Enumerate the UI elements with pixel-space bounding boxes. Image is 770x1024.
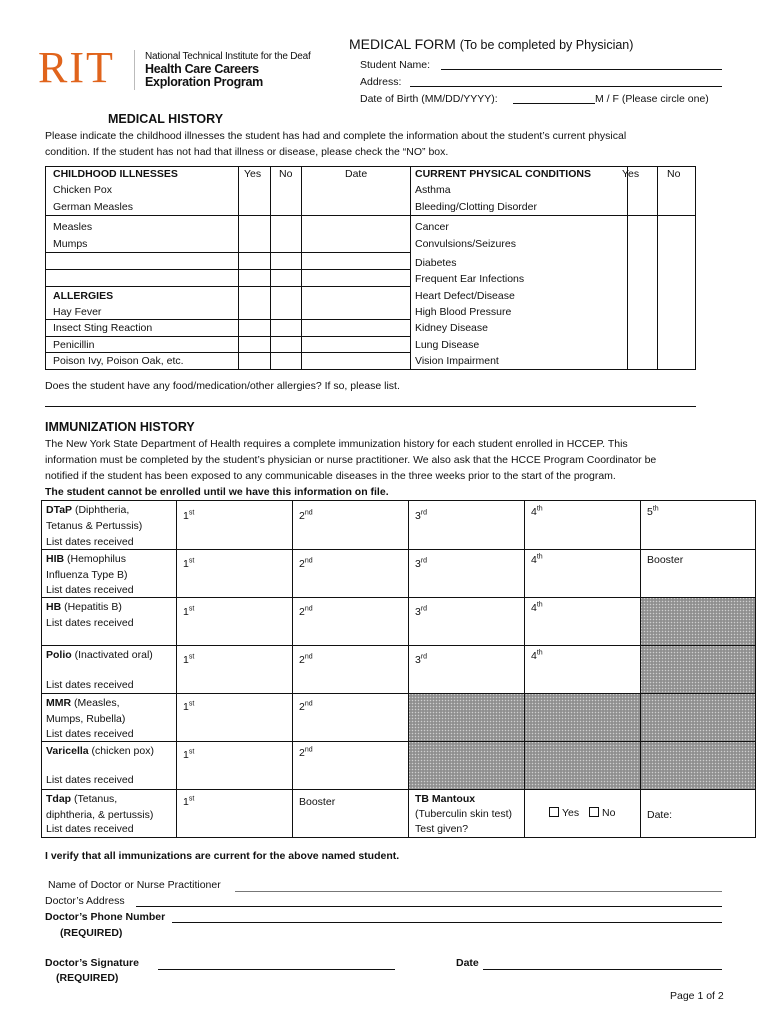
condition-row: Kidney Disease <box>415 322 488 334</box>
immunization-p2: information must be completed by the student’s physician or nurse practitioner. We also ask that the HCCE Program Coordinator be <box>45 454 657 466</box>
vaccine-hib-abbr: HIB <box>46 553 65 565</box>
form-title-sub: (To be completed by Physician) <box>459 38 634 52</box>
condition-row: Convulsions/Seizures <box>415 238 516 250</box>
logo-divider <box>134 50 135 90</box>
row-divider <box>45 215 695 216</box>
dose-booster: Booster <box>647 554 684 566</box>
condition-row: Bleeding/Clotting Disorder <box>415 201 537 213</box>
immunization-p1: The New York State Department of Health requires a complete immunization history for each student enrolled in HCCEP. This <box>45 438 628 450</box>
dob-field[interactable] <box>513 103 595 104</box>
date-label: Date <box>456 957 479 969</box>
col-divider <box>270 166 271 370</box>
vaccine-dtap-desc: (Diphtheria, <box>72 504 130 516</box>
dose-booster: Booster <box>299 796 336 808</box>
col-header-no: No <box>279 168 293 180</box>
row-divider <box>45 286 410 287</box>
dose-4th: 4th <box>531 649 543 662</box>
dose-1st: 1st <box>183 509 195 522</box>
doctor-address-label: Doctor’s Address <box>45 895 125 907</box>
signature-required: (REQUIRED) <box>56 972 119 984</box>
dose-2nd: 2nd <box>299 653 313 666</box>
vaccine-polio <box>46 647 153 663</box>
condition-row: Diabetes <box>415 257 457 269</box>
dose-5th: 5th <box>647 505 659 518</box>
address-field[interactable] <box>410 86 722 87</box>
student-name-label: Student Name: <box>360 59 431 71</box>
dose-3rd: 3rd <box>415 509 428 522</box>
vaccine-tdap-abbr: Tdap <box>46 793 72 805</box>
doctor-name-label: Name of Doctor or Nurse Practitioner <box>48 879 221 891</box>
dose-1st: 1st <box>183 653 195 666</box>
vaccine-varicella-abbr: Varicella <box>46 745 89 757</box>
col-divider <box>410 166 411 370</box>
col-divider <box>408 500 409 838</box>
vaccine-varicella <box>46 743 154 759</box>
vaccine-hib <box>46 551 126 567</box>
doctor-phone-label: Doctor’s Phone Number <box>45 911 166 923</box>
col-header-conditions: CURRENT PHYSICAL CONDITIONS <box>415 168 591 180</box>
condition-row: High Blood Pressure <box>415 306 512 318</box>
vaccine-dtap-abbr: DTaP <box>46 504 73 516</box>
col-header-yes: Yes <box>244 168 262 180</box>
immunization-title: IMMUNIZATION HISTORY <box>45 420 195 434</box>
illness-row: Chicken Pox <box>53 184 112 196</box>
col-header-yes-2: Yes <box>622 168 640 180</box>
dose-3rd: 3rd <box>415 605 428 618</box>
dose-4th: 4th <box>531 505 543 518</box>
form-title-main: MEDICAL FORM <box>349 36 456 52</box>
vaccine-mmr <box>46 695 120 711</box>
col-divider <box>627 166 628 370</box>
list-dates-label: List dates received <box>46 823 134 835</box>
illness-row: German Measles <box>53 201 133 213</box>
row-divider <box>41 549 755 550</box>
medical-history-table <box>45 166 696 370</box>
doctor-name-field[interactable] <box>235 891 722 892</box>
dose-1st: 1st <box>183 605 195 618</box>
tb-test-question: Test given? <box>415 823 469 835</box>
dose-4th: 4th <box>531 601 543 614</box>
allergy-row: Insect Sting Reaction <box>53 322 153 334</box>
tb-mantoux-sub: (Tuberculin skin test) <box>415 808 513 820</box>
dose-4th: 4th <box>531 553 543 566</box>
col-header-illness: CHILDHOOD ILLNESSES <box>53 168 178 180</box>
tb-no-option[interactable]: No <box>589 805 615 821</box>
vaccine-tdap-desc-2: diphtheria, & pertussis) <box>46 809 154 821</box>
row-divider <box>41 741 755 742</box>
allergies-label: ALLERGIES <box>53 290 114 302</box>
logo-line-2: Health Care Careers <box>145 62 259 76</box>
signature-field[interactable] <box>158 969 395 970</box>
list-dates-label: List dates received <box>46 728 134 740</box>
student-name-field[interactable] <box>441 69 722 70</box>
immunization-table <box>41 500 756 838</box>
list-dates-label: List dates received <box>46 679 134 691</box>
allergy-row: Penicillin <box>53 339 95 351</box>
row-divider <box>45 252 410 253</box>
col-header-date: Date <box>345 168 368 180</box>
dob-label: Date of Birth (MM/DD/YYYY): <box>360 93 498 105</box>
col-divider <box>301 166 302 370</box>
vaccine-varicella-desc: (chicken pox) <box>88 745 154 757</box>
col-divider <box>292 500 293 838</box>
row-divider <box>41 597 755 598</box>
sex-label: M / F (Please circle one) <box>595 93 709 105</box>
tb-mantoux-title: TB Mantoux <box>415 793 476 805</box>
allergy-answer-field[interactable] <box>45 406 696 407</box>
vaccine-mmr-abbr: MMR <box>46 697 72 709</box>
form-title <box>349 36 633 52</box>
immunization-p3: notified if the student has been exposed to any communicable diseases in the three weeks prior to the start of the program. <box>45 470 616 482</box>
vaccine-tdap <box>46 791 117 807</box>
logo-line-3: Exploration Program <box>145 75 263 89</box>
vaccine-polio-abbr: Polio <box>46 649 72 661</box>
condition-row: Asthma <box>415 184 451 196</box>
list-dates-label: List dates received <box>46 774 134 786</box>
list-dates-label: List dates received <box>46 617 134 629</box>
vaccine-dtap-desc-2: Tetanus & Pertussis) <box>46 520 143 532</box>
condition-row: Frequent Ear Infections <box>415 273 525 285</box>
dose-1st: 1st <box>183 795 195 808</box>
doctor-address-field[interactable] <box>136 906 722 907</box>
doctor-phone-field[interactable] <box>172 922 722 923</box>
dose-2nd: 2nd <box>299 605 313 618</box>
dose-1st: 1st <box>183 557 195 570</box>
vaccine-hib-desc: (Hemophilus <box>64 553 126 565</box>
condition-row: Cancer <box>415 221 449 233</box>
dose-2nd: 2nd <box>299 557 313 570</box>
condition-row: Vision Impairment <box>415 355 499 367</box>
row-divider <box>45 336 410 337</box>
vaccine-mmr-desc-2: Mumps, Rubella) <box>46 713 126 725</box>
condition-row: Lung Disease <box>415 339 480 351</box>
col-divider <box>640 500 641 838</box>
vaccine-hib-desc-2: Influenza Type B) <box>46 569 128 581</box>
vaccine-hb-abbr: HB <box>46 601 62 613</box>
medical-history-intro-1: Please indicate the childhood illnesses the student has had and complete the information about the student’s current physical <box>45 130 627 142</box>
col-divider <box>238 166 239 370</box>
row-divider <box>41 789 755 790</box>
allergy-row: Poison Ivy, Poison Oak, etc. <box>53 355 184 367</box>
vaccine-tdap-desc: (Tetanus, <box>71 793 118 805</box>
checkbox-icon[interactable] <box>549 807 559 817</box>
dose-3rd: 3rd <box>415 557 428 570</box>
medical-history-intro-2: condition. If the student has not had that illness or disease, please check the “NO” box. <box>45 146 449 158</box>
row-divider <box>45 269 410 270</box>
col-divider <box>657 166 658 370</box>
vaccine-mmr-desc: (Measles, <box>71 697 120 709</box>
dose-2nd: 2nd <box>299 509 313 522</box>
list-dates-label: List dates received <box>46 584 134 596</box>
col-divider <box>524 500 525 838</box>
rit-logo-mark: RIT <box>38 43 115 92</box>
dose-2nd: 2nd <box>299 746 313 759</box>
allergy-question: Does the student have any food/medication/other allergies? If so, please list. <box>45 380 400 392</box>
verify-statement: I verify that all immunizations are current for the above named student. <box>45 850 400 862</box>
immunization-p4: The student cannot be enrolled until we have this information on file. <box>45 486 389 498</box>
vaccine-hb-desc: (Hepatitis B) <box>61 601 122 613</box>
page-number: Page 1 of 2 <box>670 990 724 1002</box>
dose-2nd: 2nd <box>299 700 313 713</box>
logo-line-1: National Technical Institute for the Deaf <box>145 51 311 62</box>
date-field[interactable] <box>483 969 722 970</box>
col-divider <box>176 500 177 838</box>
col-header-no-2: No <box>667 168 681 180</box>
dose-3rd: 3rd <box>415 653 428 666</box>
dose-1st: 1st <box>183 700 195 713</box>
row-divider <box>41 645 755 646</box>
checkbox-icon[interactable] <box>589 807 599 817</box>
illness-row: Measles <box>53 221 93 233</box>
vaccine-dtap <box>46 502 129 518</box>
medical-history-title: MEDICAL HISTORY <box>108 112 224 126</box>
vaccine-hb <box>46 599 122 615</box>
condition-row: Heart Defect/Disease <box>415 290 515 302</box>
phone-required: (REQUIRED) <box>60 927 123 939</box>
table-frame <box>45 166 696 370</box>
tb-date-label: Date: <box>647 809 673 821</box>
row-divider <box>41 693 755 694</box>
tb-yes-option[interactable]: Yes <box>549 805 579 821</box>
signature-label: Doctor’s Signature <box>45 957 139 969</box>
illness-row: Mumps <box>53 238 88 250</box>
address-label: Address: <box>360 76 402 88</box>
dose-1st: 1st <box>183 748 195 761</box>
list-dates-label: List dates received <box>46 536 134 548</box>
allergy-row: Hay Fever <box>53 306 102 318</box>
vaccine-polio-desc: (Inactivated oral) <box>71 649 153 661</box>
